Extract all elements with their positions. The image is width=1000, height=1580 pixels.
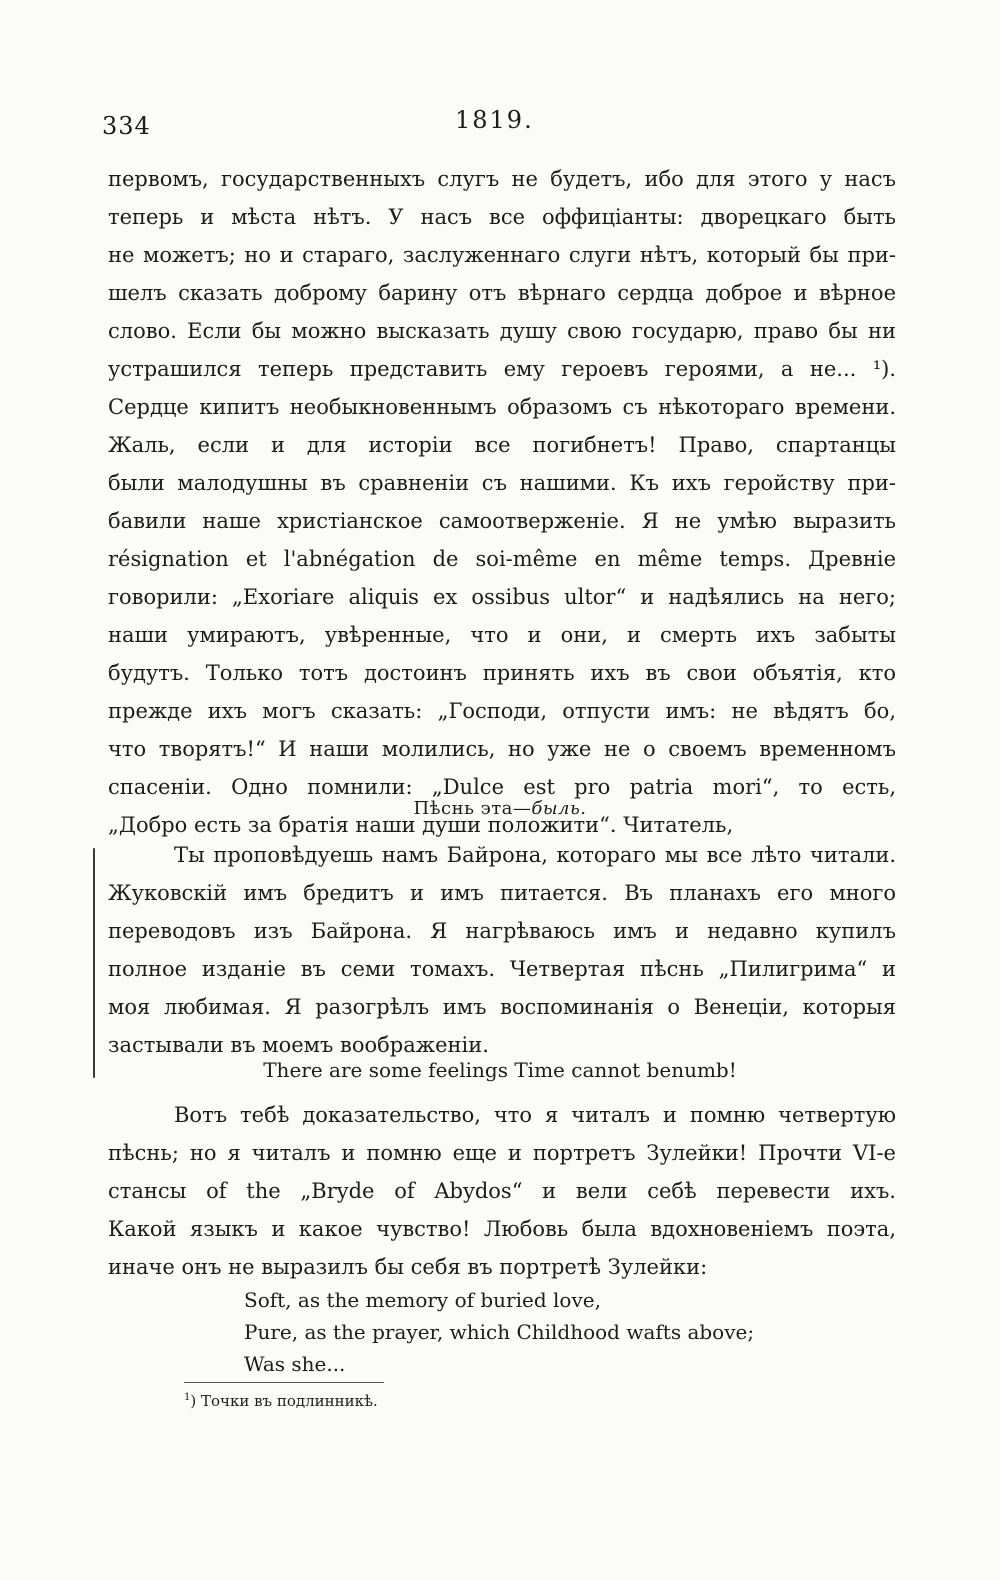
- text-line: переводовъ изъ Байрона. Я нагрѣваюсь имъ и недавно купилъ: [108, 919, 896, 943]
- text-line: были малодушны въ сравненіи съ нашими. Къ ихъ геройству при-: [108, 471, 896, 495]
- verse-quote: [244, 1284, 884, 1380]
- text-line: стансы of the „Bryde of Abydos“ и вели себѣ перевести ихъ.: [108, 1179, 896, 1203]
- text-line: Жаль, если и для исторіи все погибнетъ! Право, спартанцы: [108, 433, 896, 457]
- byron-paragraph: [108, 836, 896, 1064]
- text-line: прежде ихъ могъ сказать: „Господи, отпусти имъ: не вѣдятъ бо,: [108, 699, 896, 723]
- song-caption: [0, 798, 1000, 819]
- text-line: моя любимая. Я разогрѣлъ имъ воспоминанія о Венеціи, которыя: [108, 995, 896, 1019]
- footnote-divider: [184, 1382, 384, 1383]
- text-line: Ты проповѣдуешь намъ Байрона, котораго мы все лѣто читали.: [174, 843, 896, 867]
- footnote-marker: 1: [184, 1392, 191, 1403]
- text-line: первомъ, государственныхъ слугъ не будетъ, ибо для этого у насъ: [108, 167, 896, 191]
- text-line: иначе онъ не выразилъ бы себя въ портретѣ Зулейки:: [108, 1255, 708, 1279]
- text-line: наши умираютъ, увѣренные, что и они, и смерть ихъ забыты: [108, 623, 896, 647]
- text-line: говорили: „Exoriare aliquis ex ossibus ultor“ и надѣялись на него;: [108, 585, 896, 609]
- text-line: пѣснь; но я читалъ и помню еще и портретъ Зулейки! Прочти VI-е: [108, 1141, 896, 1165]
- byron-quote: There are some feelings Time cannot benumb!: [263, 1058, 737, 1082]
- text-line: шелъ сказать доброму барину отъ вѣрнаго сердца доброе и вѣрное: [108, 281, 896, 305]
- text-line: теперь и мѣста нѣтъ. У насъ все оффиціанты: дворецкаго быть: [108, 205, 896, 229]
- text-line: слово. Если бы можно высказать душу свою государю, право бы ни: [108, 319, 896, 343]
- main-paragraph: [108, 160, 896, 844]
- text-line: бавили наше христіанское самоотверженіе. Я не умѣю выразить: [108, 509, 896, 533]
- text-line: спасеніи. Одно помнили: „Dulce est pro patria mori“, то есть,: [108, 775, 896, 799]
- text-line: Жуковскій имъ бредитъ и имъ питается. Въ планахъ его много: [108, 881, 896, 905]
- footnote-text: ) Точки въ подлинникѣ.: [190, 1392, 378, 1410]
- page-number: 334: [102, 112, 151, 140]
- verse-line: Soft, as the memory of buried love,: [244, 1288, 601, 1312]
- text-line: „Добро есть за братія наши души положити“. Читатель,: [108, 813, 734, 837]
- song-caption-text: Пѣснь эта—: [413, 798, 532, 819]
- margin-pencil-mark: [93, 848, 95, 1078]
- footnote: [184, 1392, 378, 1410]
- text-line: Вотъ тебѣ доказательство, что я читалъ и помню четвертую: [174, 1103, 896, 1127]
- text-line: Какой языкъ и какое чувство! Любовь была вдохновеніемъ поэта,: [108, 1217, 896, 1241]
- text-line: résignation et l'abnégation de soi-même en même temps. Древніе: [108, 547, 896, 571]
- song-caption-emphasis: быль.: [531, 798, 587, 819]
- text-line: устрашился теперь представить ему героевъ героями, а не... ¹).: [108, 357, 896, 381]
- text-line: застывали въ моемъ воображеніи.: [108, 1033, 489, 1057]
- text-line: не можетъ; но и стараго, заслуженнаго слуги нѣтъ, который бы при-: [108, 243, 896, 267]
- verse-line: Was she...: [244, 1352, 346, 1376]
- text-line: полное изданіе въ семи томахъ. Четвертая пѣснь „Пилигрима“ и: [108, 957, 896, 981]
- text-line: Сердце кипитъ необыкновеннымъ образомъ съ нѣкотораго времени.: [108, 395, 896, 419]
- running-head-year: 1819.: [455, 106, 534, 134]
- text-line: что творятъ!“ И наши молились, но уже не о своемъ временномъ: [108, 737, 896, 761]
- text-line: будутъ. Только тотъ достоинъ принять ихъ въ свои объятія, кто: [108, 661, 896, 685]
- verse-line: Pure, as the prayer, which Childhood wafts above;: [244, 1320, 755, 1344]
- zuleika-paragraph: [108, 1096, 896, 1286]
